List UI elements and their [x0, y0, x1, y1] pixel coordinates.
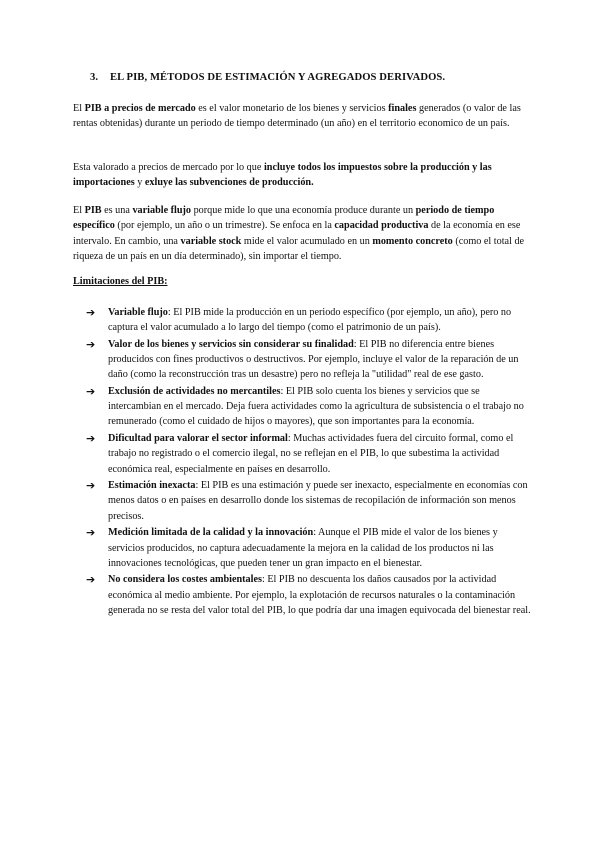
text-run: generados (o valor de las rentas obtenidas) durante un periodo de tiempo determinado (un año) en el territorio economico de un país.: [73, 103, 521, 130]
text-run: mide el valor acumulado en un: [241, 235, 373, 247]
paragraph-pib-definition: [73, 101, 535, 132]
arrow-bullet-icon: ➔: [86, 432, 96, 446]
list-item: [86, 337, 532, 383]
text-run: y: [134, 177, 145, 189]
arrow-bullet-icon: ➔: [86, 306, 96, 319]
text-run: es el valor monetario de los bienes y servicios: [195, 103, 389, 114]
text-run: El: [73, 103, 85, 114]
section-heading: [90, 72, 560, 83]
text-run: : Muchas actividades fuera del circuito formal, como el trabajo no registrado o el comercio ilegal, no se reflejan en el PIB, lo que subestima la actividad económica real, especialmente en países en desarrollo.: [108, 433, 514, 475]
bold-term: exluye las subvenciones de producción.: [144, 177, 314, 189]
list-item: [86, 384, 532, 430]
section-number: 3.: [90, 72, 99, 83]
paragraph-market-prices: [73, 160, 535, 191]
bold-term: capacidad productiva: [334, 220, 429, 232]
bold-term: Medición limitada de la calidad y la innovación: [108, 527, 314, 539]
bold-term: momento concreto: [372, 235, 453, 247]
bold-term: finales: [388, 103, 417, 114]
limitations-list: [86, 305, 532, 620]
text-run: : Aunque el PIB mide el valor de los bienes y servicios producidos, no captura adecuadamente la mejora en la calidad de los productos ni las innovaciones tecnológicas, que pueden tener un gran impacto en el bienestar.: [108, 527, 498, 569]
bold-term: Estimación inexacta: [108, 480, 196, 492]
text-run: Esta valorado a precios de mercado por lo que: [73, 162, 264, 173]
bold-term: Exclusión de actividades no mercantiles: [108, 386, 281, 398]
list-item: [86, 478, 532, 524]
bold-term: periodo de tiempo específico: [73, 205, 495, 232]
list-item: [86, 431, 532, 477]
text-run: : El PIB no diferencia entre bienes producidos con fines productivos o destructivos. Por ejemplo, incluye el valor de la reparación de un daño (como la reconstrucción tras un desastre) pero no refleja la "utilidad" real de ese gasto.: [108, 338, 519, 381]
list-item: [86, 525, 532, 571]
text-run: (por ejemplo, un año o un trimestre). Se enfoca en la: [114, 220, 335, 232]
bold-term: Variable flujo: [108, 307, 168, 318]
arrow-bullet-icon: ➔: [86, 385, 96, 399]
text-run: (como el total de riqueza de un país en un día determinado), sin importar el tiempo.: [73, 235, 525, 263]
limitations-title: Limitaciones del PIB:: [73, 276, 168, 287]
text-run: : El PIB es una estimación y puede ser inexacto, especialmente en economías con menos datos o en países en desarrollo donde los sistemas de recopilación de información son menos precisos.: [108, 480, 528, 522]
bold-term: No considera los costes ambientales: [108, 574, 262, 586]
list-item: [86, 305, 532, 335]
text-run: : El PIB mide la producción en un periodo específico (por ejemplo, un año), pero no captura el valor acumulado a lo largo del tiempo (como el patrimonio de un país).: [108, 307, 512, 334]
arrow-bullet-icon: ➔: [86, 337, 96, 351]
arrow-bullet-icon: ➔: [86, 526, 96, 540]
bold-term: PIB: [84, 205, 102, 216]
text-run: porque mide lo que una economía produce durante un: [191, 205, 416, 216]
bold-term: variable flujo: [132, 205, 192, 216]
arrow-bullet-icon: ➔: [86, 479, 96, 493]
bold-term: incluye todos los impuestos sobre la producción y las importaciones: [73, 162, 492, 189]
text-run: : El PIB solo cuenta los bienes y servicios que se intercambian en el mercado. Deja fuera actividades como la agricultura de subsistencia o el trabajo no remunerado (como el cuidado de hijos o mayores), que son importantes para la economía.: [108, 386, 524, 428]
text-run: El: [73, 205, 85, 216]
bold-term: PIB a precios de mercado: [84, 103, 196, 114]
paragraph-flow-variable: [73, 203, 535, 265]
text-run: : El PIB no descuenta los daños causados por la actividad económica al medio ambiente. Por ejemplo, la explotación de recursos naturales o la contaminación generada no se resta del valor total del PIB, lo que podría dar una imagen equivocada del bienestar real.: [108, 574, 531, 616]
bold-term: variable stock: [180, 235, 242, 247]
text-run: es una: [101, 205, 133, 216]
section-title: EL PIB, MÉTODOS DE ESTIMACIÓN Y AGREGADOS DERIVADOS.: [110, 72, 446, 83]
arrow-bullet-icon: ➔: [86, 573, 96, 587]
list-item: [86, 572, 532, 618]
bold-term: Dificultad para valorar el sector informal: [108, 433, 288, 445]
bold-term: Valor de los bienes y servicios sin considerar su finalidad: [108, 338, 354, 350]
text-run: de la economía en ese intervalo. En cambio, una: [73, 220, 521, 247]
